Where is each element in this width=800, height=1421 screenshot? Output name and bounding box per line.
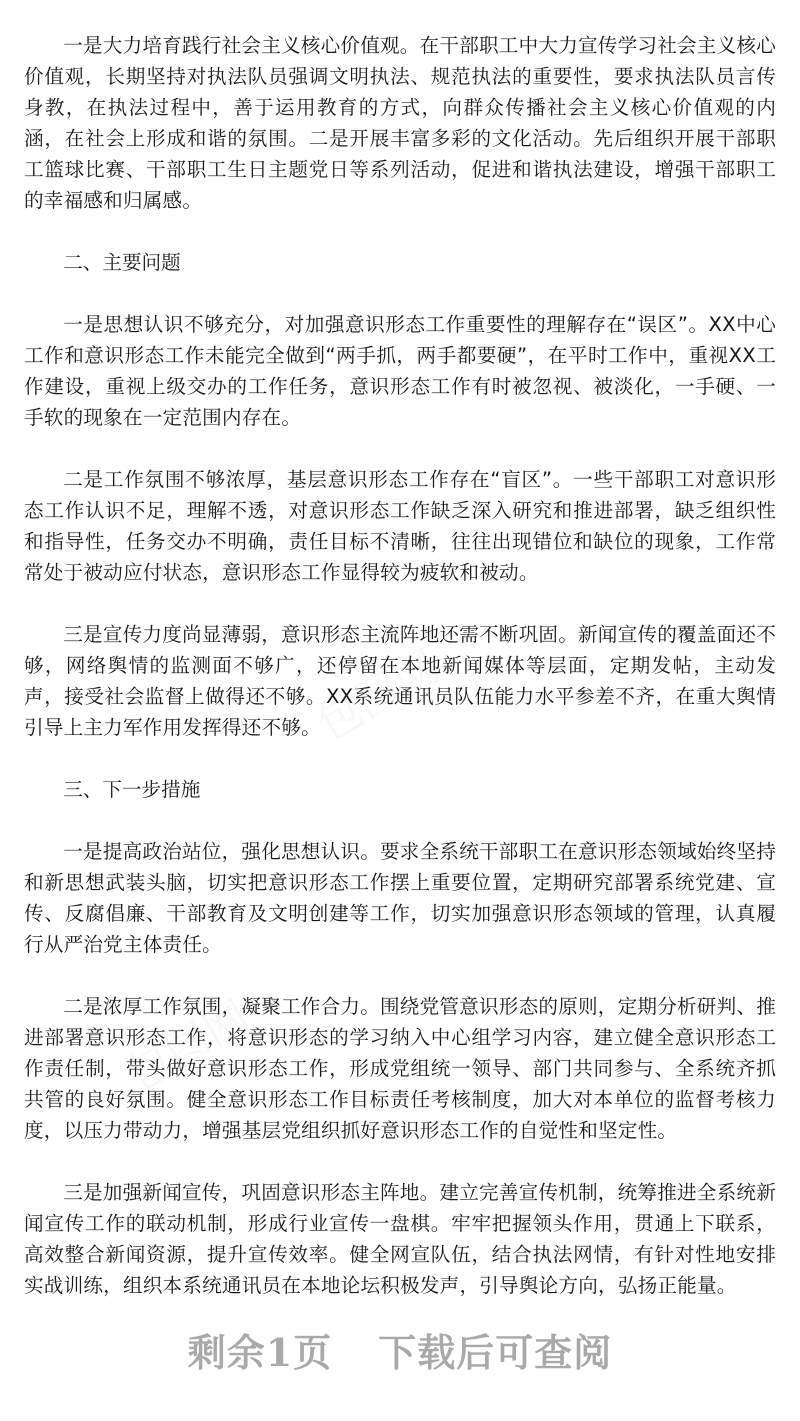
spacer	[24, 216, 776, 247]
spacer	[24, 1146, 776, 1177]
section-heading-problems: 二、主要问题	[63, 251, 181, 274]
download-to-view-label: 下载后可查阅	[378, 1330, 613, 1375]
spacer	[24, 278, 776, 309]
paragraph-problem-3: 三是宣传力度尚显薄弱，意识形态主流阵地还需不断巩固。新闻宣传的覆盖面还不够，网络舆情的监测面不够广，还停留在本地新闻媒体等层面，定期发帖，主动发声，接受社会监督上做得还不够。XX系统通讯员队伍能力水平参差不齐，在重大舆情引导上主力军作用发挥得还不够。	[24, 623, 776, 739]
download-prompt[interactable]	[0, 1322, 800, 1377]
paragraph-problem-2: 二是工作氛围不够浓厚，基层意识形态工作存在“盲区”。一些干部职工对意识形态工作认识不足，理解不透，对意识形态工作缺乏深入研究和推进部署，缺乏组织性和指导性，任务交办不明确，责任目标不清晰，往往出现错位和缺位的现象，工作常常处于被动应付状态，意识形态工作显得较为疲软和被动。	[24, 468, 776, 584]
spacer	[24, 805, 776, 836]
watermark: 包图网	[308, 640, 449, 751]
paragraph-measure-2: 二是浓厚工作氛围，凝聚工作合力。围绕党管意识形态的原则，定期分析研判、推进部署意识形态工作，将意识形态的学习纳入中心组学习内容，建立健全意识形态工作责任制，带头做好意识形态工作，形成党组统一领导、部门共同参与、全系统齐抓共管的良好氛围。健全意识形态工作目标责任考核制度，加大对本单位的监督考核力度，以压力带动力，增强基层党组织抓好意识形态工作的自觉性和坚定性。	[24, 995, 776, 1142]
remaining-pages-label: 剩余1页	[187, 1330, 333, 1375]
watermark: 包图网	[118, 990, 259, 1101]
paragraph-problem-1: 一是思想认识不够充分，对加强意识形态工作重要性的理解存在“误区”。XX中心工作和意识形态工作未能完全做到“两手抓，两手都要硬”，在平时工作中，重视XX工作建设，重视上级交办的工作任务，意识形态工作有时被忽视、被淡化，一手硬、一手软的现象在一定范围内存在。	[24, 313, 776, 429]
spacer	[24, 433, 776, 464]
spacer	[24, 743, 776, 774]
paragraph-measure-3: 三是加强新闻宣传，巩固意识形态主阵地。建立完善宣传机制，统筹推进全系统新闻宣传工作的联动机制，形成行业宣传一盘棋。牢牢把握领头作用，贯通上下联系，高效整合新闻资源，提升宣传效率。健全网宣队伍，结合执法网情，有针对性地安排实战训练，组织本系统通讯员在本地论坛积极发声，引导舆论方向，弘扬正能量。	[24, 1181, 776, 1297]
paragraph-measure-1: 一是提高政治站位，强化思想认识。要求全系统干部职工在意识形态领域始终坚持和新思想武装头脑，切实把意识形态工作摆上重要位置，定期研究部署系统党建、宣传、反腐倡廉、干部教育及文明创建等工作，切实加强意识形态领域的管理，认真履行从严治党主体责任。	[24, 840, 776, 956]
section-heading-next-steps: 三、下一步措施	[63, 778, 201, 801]
paragraph-values: 一是大力培育践行社会主义核心价值观。在干部职工中大力宣传学习社会主义核心价值观，长期坚持对执法队员强调文明执法、规范执法的重要性，要求执法队员言传身教，在执法过程中，善于运用教育的方式，向群众传播社会主义核心价值观的内涵，在社会上形成和谐的氛围。二是开展丰富多彩的文化活动。先后组织开展干部职工篮球比赛、干部职工生日主题党日等系列活动，促进和谐执法建设，增强干部职工的幸福感和归属感。	[24, 34, 776, 212]
spacer	[24, 960, 776, 991]
spacer	[24, 588, 776, 619]
